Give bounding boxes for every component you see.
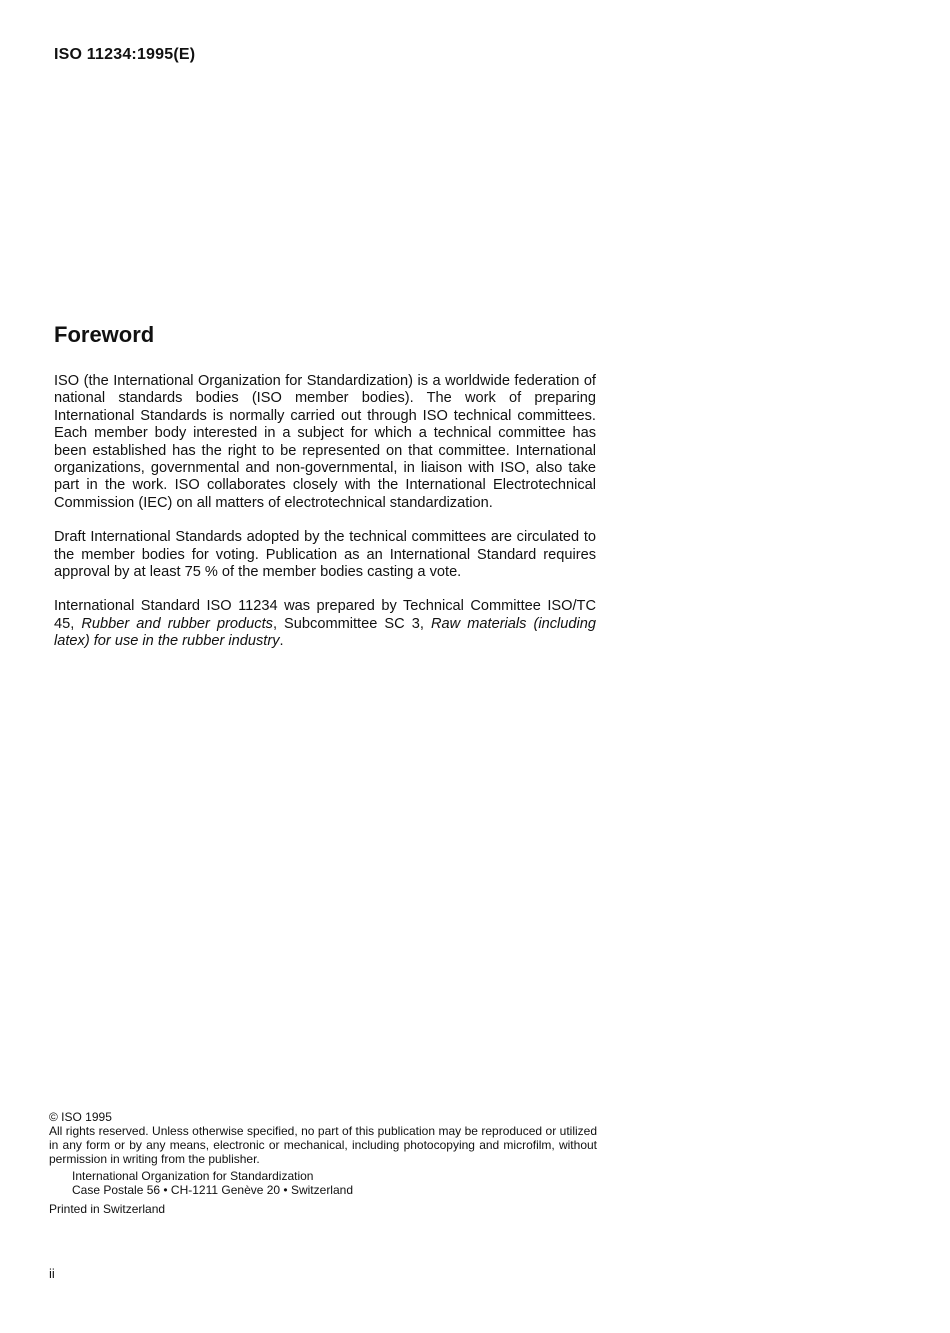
foreword-paragraph-2: Draft International Standards adopted by the technical committees are circulated to the member bodies for voting. Publication as an International Standard requires approval by at least 75 % of the member bodies casting a vote.: [54, 529, 596, 581]
publisher-address: [49, 1169, 597, 1197]
foreword-paragraph-1: ISO (the International Organization for Standardization) is a worldwide federation of national standards bodies (ISO member bodies). The work of preparing International Standards is normally carried out through ISO technical committees. Each member body interested in a subject for which a technical committee has been established has the right to be represented on that committee. International organizations, governmental and non-governmental, in liaison with ISO, also take part in the work. ISO collaborates closely with the International Electrotechnical Commission (IEC) on all matters of electrotechnical standardization.: [54, 373, 596, 511]
foreword-heading: Foreword: [54, 322, 155, 347]
paragraph-3-text-3: .: [279, 633, 284, 650]
paragraph-3-text-2: , Subcommittee SC 3,: [272, 615, 431, 632]
rights-statement: All rights reserved. Unless otherwise specified, no part of this publication may be reproduced or utilized in any form or by any means, electronic or mechanical, including photocopying and microfilm, without permission in writing from the publisher.: [49, 1124, 597, 1166]
copyright-footer: [49, 1110, 597, 1216]
page-number: ii: [49, 1266, 55, 1281]
paragraph-3-text-1: International Standard ISO 11234 was prepared by Technical Committee ISO/TC 45,: [54, 598, 596, 632]
sc-title: Raw materials (including latex) for use in the rubber industry: [54, 615, 596, 650]
publisher-postal-address: Case Postale 56 • CH-1211 Genève 20 • Switzerland: [72, 1183, 353, 1197]
document-id: ISO 11234:1995(E): [54, 46, 196, 63]
printed-in: Printed in Switzerland: [49, 1202, 166, 1216]
tc-title: Rubber and rubber products: [81, 615, 273, 632]
copyright-line: © ISO 1995: [49, 1110, 112, 1124]
publisher-name: International Organization for Standardization: [72, 1169, 314, 1183]
foreword-paragraph-3: [54, 598, 596, 650]
foreword-body: [54, 373, 596, 668]
